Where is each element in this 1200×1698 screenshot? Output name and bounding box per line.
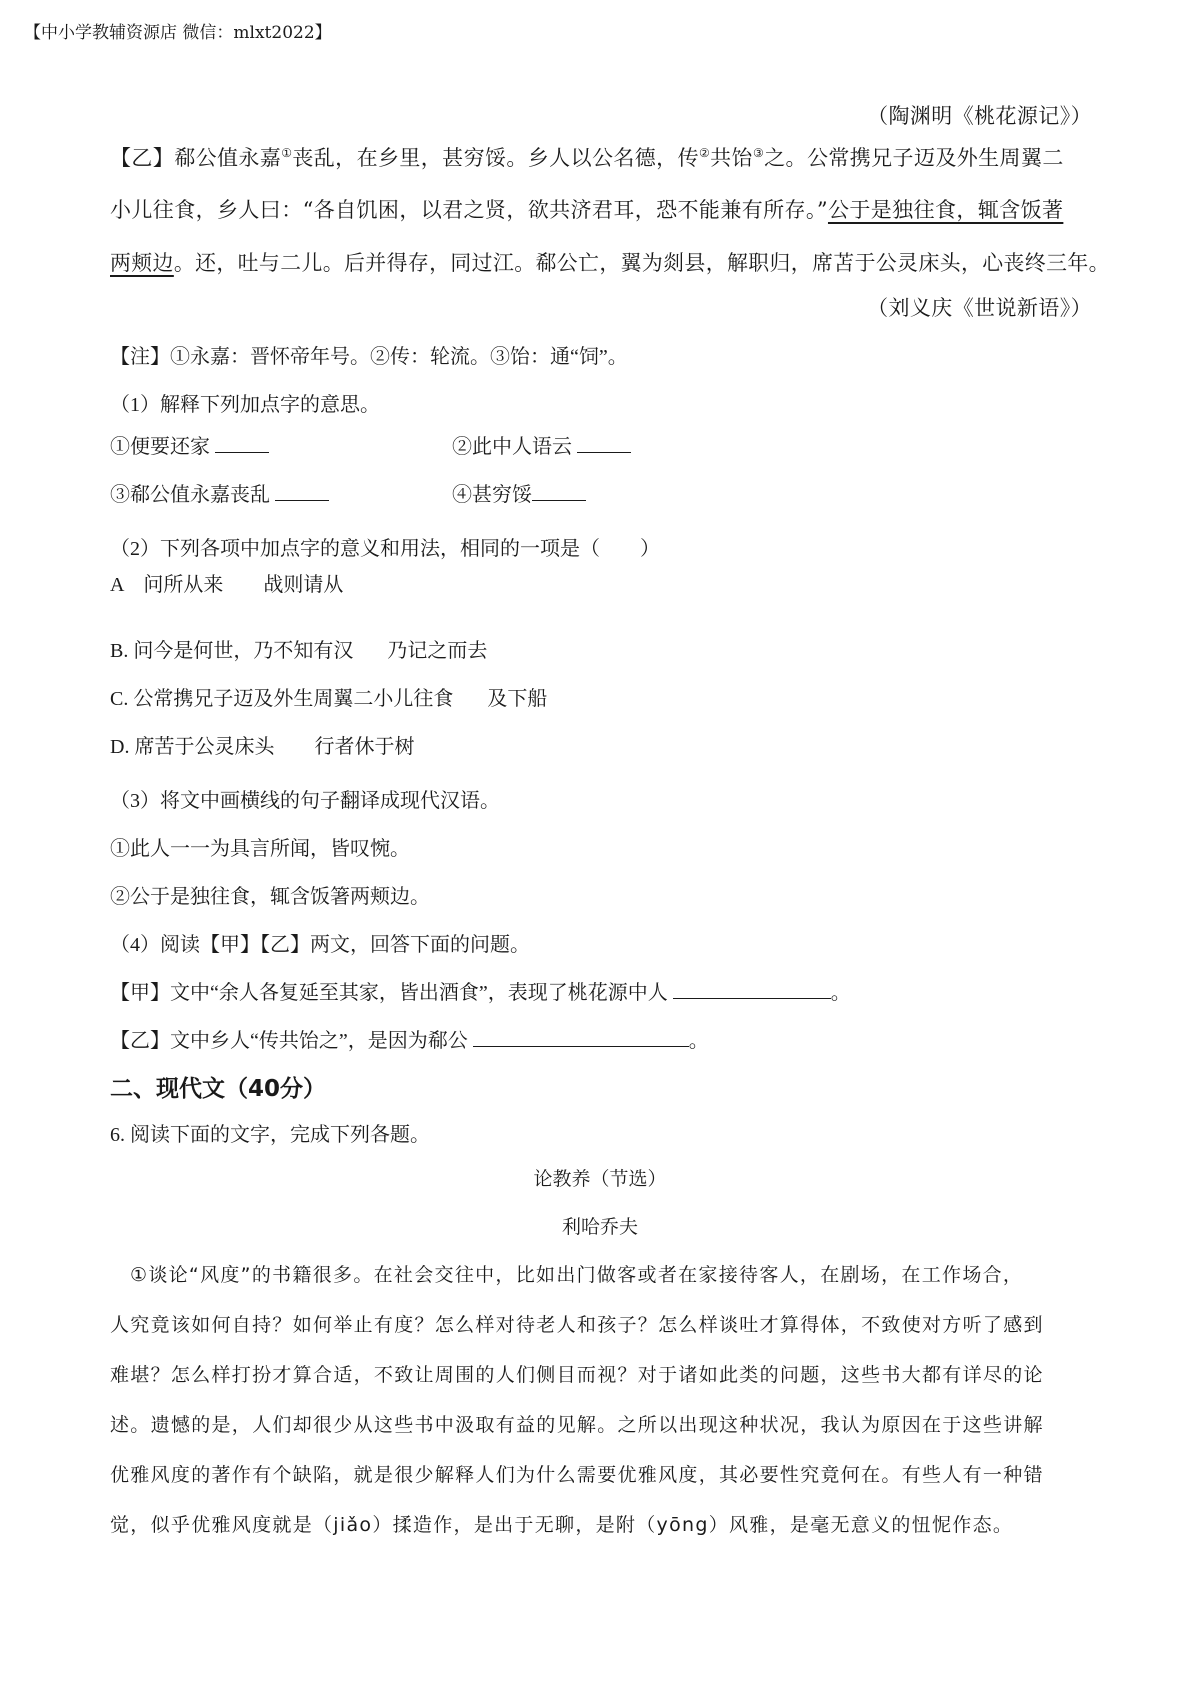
q4-yi-item: 【乙】文中乡人“传共饴之”，是因为郗公 。 xyxy=(110,1030,709,1052)
answer-blank[interactable] xyxy=(473,1028,689,1047)
question-6-prompt: 6. 阅读下面的文字，完成下列各题。 xyxy=(110,1124,430,1146)
q1-item-2: ②此中人语云 xyxy=(452,430,631,459)
q1-item-3: ③郗公值永嘉丧乱 xyxy=(110,478,329,507)
q2-option-c: C. 公常携兄子迈及外生周翼二小儿往食 及下船 xyxy=(110,688,548,710)
annotation-note: 【注】①永嘉：晋怀帝年号。②传：轮流。③饴：通“饲”。 xyxy=(110,346,628,368)
answer-blank[interactable] xyxy=(215,434,269,453)
question-3-prompt: （3）将文中画横线的句子翻译成现代汉语。 xyxy=(110,790,500,812)
answer-blank[interactable] xyxy=(577,434,631,453)
essay-line-3: 难堪？怎么样打扮才算合适，不致让周围的人们侧目而视？对于诸如此类的问题，这些书大都有详尽的论 xyxy=(110,1364,1044,1386)
source-citation-jia: （陶渊明《桃花源记》） xyxy=(867,104,1092,128)
q2-option-a: A 问所从来 战则请从 xyxy=(110,574,344,596)
underlined-sentence: 公于是独往食，辄含饭著 xyxy=(827,198,1064,222)
essay-line-5: 优雅风度的著作有个缺陷，就是很少解释人们为什么需要优雅风度，其必要性究竟何在。有些人有一种错 xyxy=(110,1464,1044,1486)
q3-item-1: ①此人一一为具言所闻，皆叹惋。 xyxy=(110,838,410,860)
essay-title: 论教养（节选） xyxy=(533,1168,667,1190)
essay-line-4: 述。遗憾的是，人们却很少从这些书中汲取有益的见解。之所以出现这种状况，我认为原因在于这些讲解 xyxy=(110,1414,1044,1436)
section-heading: 二、现代文（40分） xyxy=(110,1076,327,1102)
question-4-prompt: （4）阅读【甲】【乙】两文，回答下面的问题。 xyxy=(110,934,530,956)
essay-line-1: ①谈论“风度”的书籍很多。在社会交往中，比如出门做客或者在家接待客人，在剧场，在工作场合， xyxy=(130,1264,1024,1286)
answer-blank[interactable] xyxy=(532,482,586,501)
underlined-sentence: 两颊边 xyxy=(110,251,174,275)
yi-passage-line-1: 【乙】郗公值永嘉①丧乱，在乡里，甚穷馁。乡人以公名德，传②共饴③之。公常携兄子迈及外生周翼二 xyxy=(110,146,1064,170)
q2-option-d: D. 席苦于公灵床头 行者休于树 xyxy=(110,736,415,758)
source-citation-yi: （刘义庆《世说新语》） xyxy=(867,296,1092,320)
q2-option-b: B. 问今是何世，乃不知有汉 乃记之而去 xyxy=(110,640,488,662)
question-1-prompt: （1）解释下列加点字的意思。 xyxy=(110,394,380,416)
yi-passage-line-3: 两颊边。还，吐与二儿。后并得存，同过江。郗公亡，翼为剡县，解职归，席苫于公灵床头，心丧终三年。 xyxy=(110,251,1110,275)
header-watermark: 【中小学教辅资源店 微信：mlxt2022】 xyxy=(24,23,332,43)
essay-line-6: 觉，似乎优雅风度就是（jiǎo）揉造作，是出于无聊，是附（yōng）风雅，是毫无意义的忸怩作态。 xyxy=(110,1514,1014,1536)
q1-item-4: ④甚穷馁 xyxy=(452,478,586,507)
q4-jia-item: 【甲】文中“余人各复延至其家，皆出酒食”，表现了桃花源中人 。 xyxy=(110,982,851,1004)
question-2-prompt: （2）下列各项中加点字的意义和用法，相同的一项是（ ） xyxy=(110,538,660,560)
answer-blank[interactable] xyxy=(673,980,831,999)
essay-line-2: 人究竟该如何自持？如何举止有度？怎么样对待老人和孩子？怎么样谈吐才算得体，不致使对方听了感到 xyxy=(110,1314,1044,1336)
q3-item-2: ②公于是独往食，辄含饭箸两颊边。 xyxy=(110,886,430,908)
yi-passage-line-2: 小儿往食，乡人曰：“各自饥困，以君之贤，欲共济君耳，恐不能兼有所存。”公于是独往食，辄含饭著 xyxy=(110,198,1064,222)
essay-author: 利哈乔夫 xyxy=(561,1216,638,1238)
answer-blank[interactable] xyxy=(275,482,329,501)
q1-item-1: ①便要还家 xyxy=(110,430,269,459)
